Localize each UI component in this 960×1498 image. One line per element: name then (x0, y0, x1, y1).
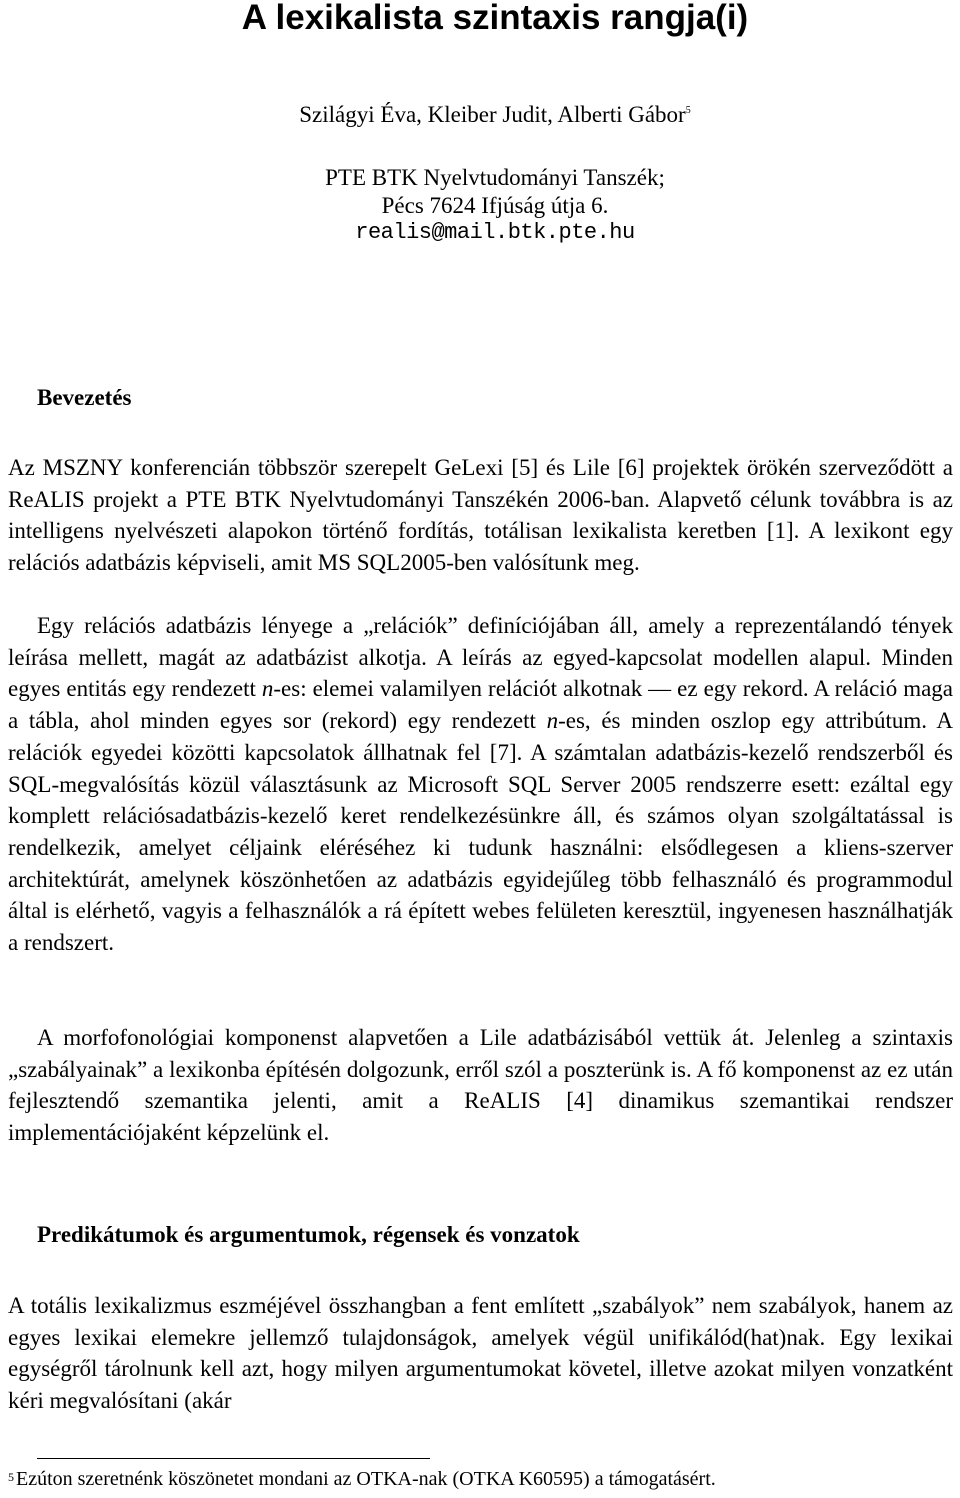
footnote-number: 5 (8, 1470, 14, 1484)
paragraph-morphophonology: A morfofonológiai komponenst alapvetően a Lile adatbázisából vettük át. Jelenleg a szintaxis „szabályainak” a lexikonba építésén dolgozunk, erről szól a poszterünk is. A fő komponenst az ez után fejlesztendő szemantika jelenti, amit a ReALIS [4] dinamikus szemantikai rendszer implementációjaként képzelünk el. (8, 1025, 953, 1146)
paragraph-lexicalism: A totális lexikalizmus eszméjével összhangban a fent említett „szabályok” nem szabályok, hanem az egyes lexikai elemekre jellemző tulajdonságok, amelyek végül unifikálód(hat)nak. Egy lexikai egységről tárolnunk kell azt, hogy milyen argumentumokat követel, illetve azokat milyen vonzatként kéri megvalósítani (akár (8, 1293, 953, 1414)
paragraph-relational-db-part-3: -es, és minden oszlop egy attribútum. A relációk egyedei közötti kapcsolatok állhatnak fel [7]. A számtalan adatbázis-kezelő rendszerből és SQL-megvalósítás közül választásunk az Microsoft SQL Server 2005 rendszerre esett: ezáltal egy komplett relációsadatbázis-kezelő keret rendelkezésünkre áll, és számos olyan szolgáltatással is rendelkezik, amelyet céljaink eléréséhez ki tudunk használni: elsődlegesen a kliens-szerver architektúrát, amelynek köszönhetően az adatbázis egyidejűleg több felhasználó és programmodul által is elérhető, vagyis a felhasználók a rá épített webes felületen keresztül, ingyenesen használhatják a rendszert. (8, 708, 953, 956)
footnote-text: Ezúton szeretnénk köszönetet mondani az OTKA-nak (OTKA K60595) a támogatásért. (16, 1468, 716, 1490)
n-italic-2: n (546, 708, 559, 734)
paragraph-intro: Az MSZNY konferencián többször szerepelt GeLexi [5] és Lile [6] projektek örökén szerveződött a ReALIS projekt a PTE BTK Nyelvtudományi Tanszékén 2006-ban. Alapvető célunk továbbra is az intelligens nyelvészeti alapokon történő fordítás, totálisan lexikalista keretben [1]. A lexikont egy relációs adatbázis képviseli, amit MS SQL2005-ben valósítunk meg. (8, 455, 953, 576)
paragraph-relational-db-part-1: Egy relációs adatbázis lényege a „relációk” definíciójában áll, amely a reprezentálandó tények leírása mellett, magát az adatbázist alkotja. A leírás az egyed-kapcsolat modellen alapul. Minden egyes entitás egy rendezett (8, 613, 953, 702)
authors: Szilágyi Éva, Kleiber Judit, Alberti Gábor (299, 102, 686, 127)
email-address: realis@mail.btk.pte.hu (355, 220, 635, 245)
paper-title: A lexikalista szintaxis rangja(i) (241, 0, 749, 37)
footnote-divider (37, 1458, 430, 1459)
section-heading-predikatumok: Predikátumok és argumentumok, régensek és vonzatok (37, 1222, 580, 1247)
paragraph-relational-db-part-2: -es: elemei valamilyen relációt alkotnak — ez egy rekord. A reláció maga a tábla, ahol minden egyes sor (rekord) egy rendezett (8, 676, 953, 734)
affiliation-line-2: Pécs 7624 Ifjúság útja 6. (381, 193, 609, 218)
section-heading-bevezetes: Bevezetés (37, 385, 132, 410)
paragraph-relational-db (8, 610, 953, 959)
author-line (0, 100, 960, 130)
affiliation-line-1: PTE BTK Nyelvtudományi Tanszék; (325, 165, 665, 190)
author-footnote-mark: 5 (685, 105, 691, 116)
footnote (8, 1466, 716, 1492)
n-italic-1: n (261, 676, 274, 702)
